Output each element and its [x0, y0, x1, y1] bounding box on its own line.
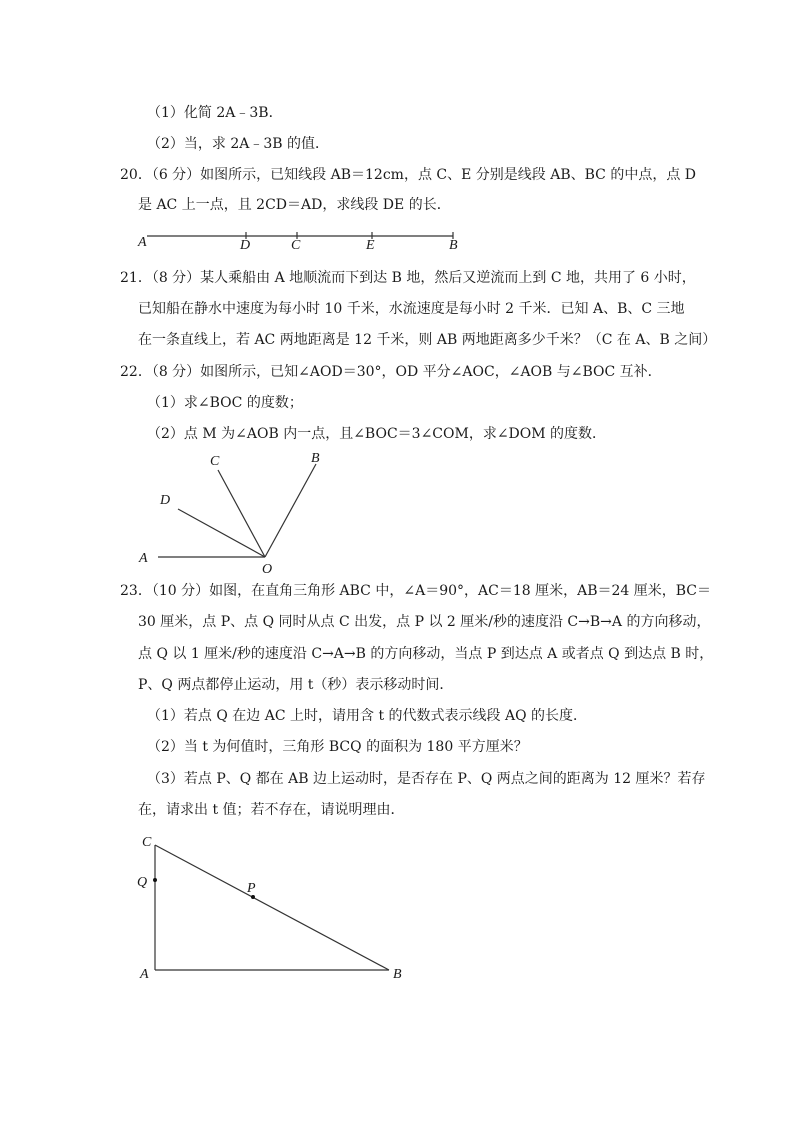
- angle-label-o: O: [262, 562, 273, 577]
- q23-part3-line1: （3）若点 P、Q 都在 AB 边上运动时，是否存在 P、Q 两点之间的距离为 12 厘米？若存: [147, 771, 706, 787]
- q19-part2: （2）当，求 2A﹣3B 的值．: [147, 136, 330, 152]
- q22-part2: （2）点 M 为∠AOB 内一点，且∠BOC＝3∠COM，求∠DOM 的度数．: [147, 426, 607, 442]
- q20-line1: 20．（6 分）如图所示，已知线段 AB＝12cm，点 C、E 分别是线段 AB、BC 的中点，点 D: [120, 167, 697, 183]
- point-label-d: D: [240, 238, 251, 253]
- q22-part1: （1）求∠BOC 的度数；: [147, 395, 303, 411]
- angle-label-b: B: [311, 451, 320, 466]
- q23-line4: P、Q 两点都停止运动，用 t（秒）表示移动时间．: [138, 677, 454, 693]
- tri-label-b: B: [393, 967, 402, 982]
- q21-line3: 在一条直线上，若 AC 两地距离是 12 千米，则 AB 两地距离多少千米？（C 在 A、B 之间）: [138, 332, 717, 348]
- q23-part2: （2）当 t 为何值时，三角形 BCQ 的面积为 180 平方厘米？: [147, 739, 528, 755]
- q23-part3-line2: 在，请求出 t 值；若不存在，请说明理由．: [138, 802, 405, 818]
- q23-line2: 30 厘米，点 P、点 Q 同时从点 C 出发，点 P 以 2 厘米/秒的速度沿 C→B→A 的方向移动，: [138, 614, 711, 630]
- q23-line1: 23．（10 分）如图，在直角三角形 ABC 中，∠A＝90°，AC＝18 厘米，AB＝24 厘米，BC＝: [120, 583, 712, 599]
- point-label-a: A: [138, 235, 147, 250]
- point-label-b: B: [449, 238, 458, 253]
- q23-part1: （1）若点 Q 在边 AC 上时，请用含 t 的代数式表示线段 AQ 的长度．: [147, 708, 588, 724]
- q22-angle-figure: [130, 450, 330, 575]
- tri-label-a: A: [140, 967, 149, 982]
- q20-segment-figure: [135, 228, 475, 258]
- point-label-c: C: [291, 238, 301, 253]
- point-label-e: E: [366, 238, 375, 253]
- angle-label-c: C: [210, 454, 220, 469]
- q23-triangle-figure: [130, 830, 410, 990]
- angle-label-d: D: [160, 493, 171, 508]
- point-q-dot: [153, 878, 157, 882]
- tri-label-q: Q: [137, 875, 148, 890]
- tri-label-c: C: [142, 835, 152, 850]
- tri-label-p: P: [247, 881, 256, 896]
- q21-line1: 21．（8 分）某人乘船由 A 地顺流而下到达 B 地，然后又逆流而上到 C 地，共用了 6 小时，: [120, 270, 696, 286]
- ray-ob: [265, 464, 316, 557]
- q23-line3: 点 Q 以 1 厘米/秒的速度沿 C→A→B 的方向移动，当点 P 到达点 A 或者点 Q 到达点 B 时，: [138, 646, 714, 662]
- q20-line2: 是 AC 上一点，且 2CD＝AD，求线段 DE 的长．: [138, 197, 451, 213]
- angle-label-a: A: [139, 551, 148, 566]
- side-cb: [155, 845, 389, 970]
- q19-part1: （1）化简 2A﹣3B．: [147, 105, 283, 121]
- q22-line1: 22．（8 分）如图所示，已知∠AOD＝30°，OD 平分∠AOC，∠AOB 与∠BOC 互补．: [120, 364, 662, 380]
- q21-line2: 已知船在静水中速度为每小时 10 千米，水流速度是每小时 2 千米．已知 A、B、C 三地: [138, 301, 685, 317]
